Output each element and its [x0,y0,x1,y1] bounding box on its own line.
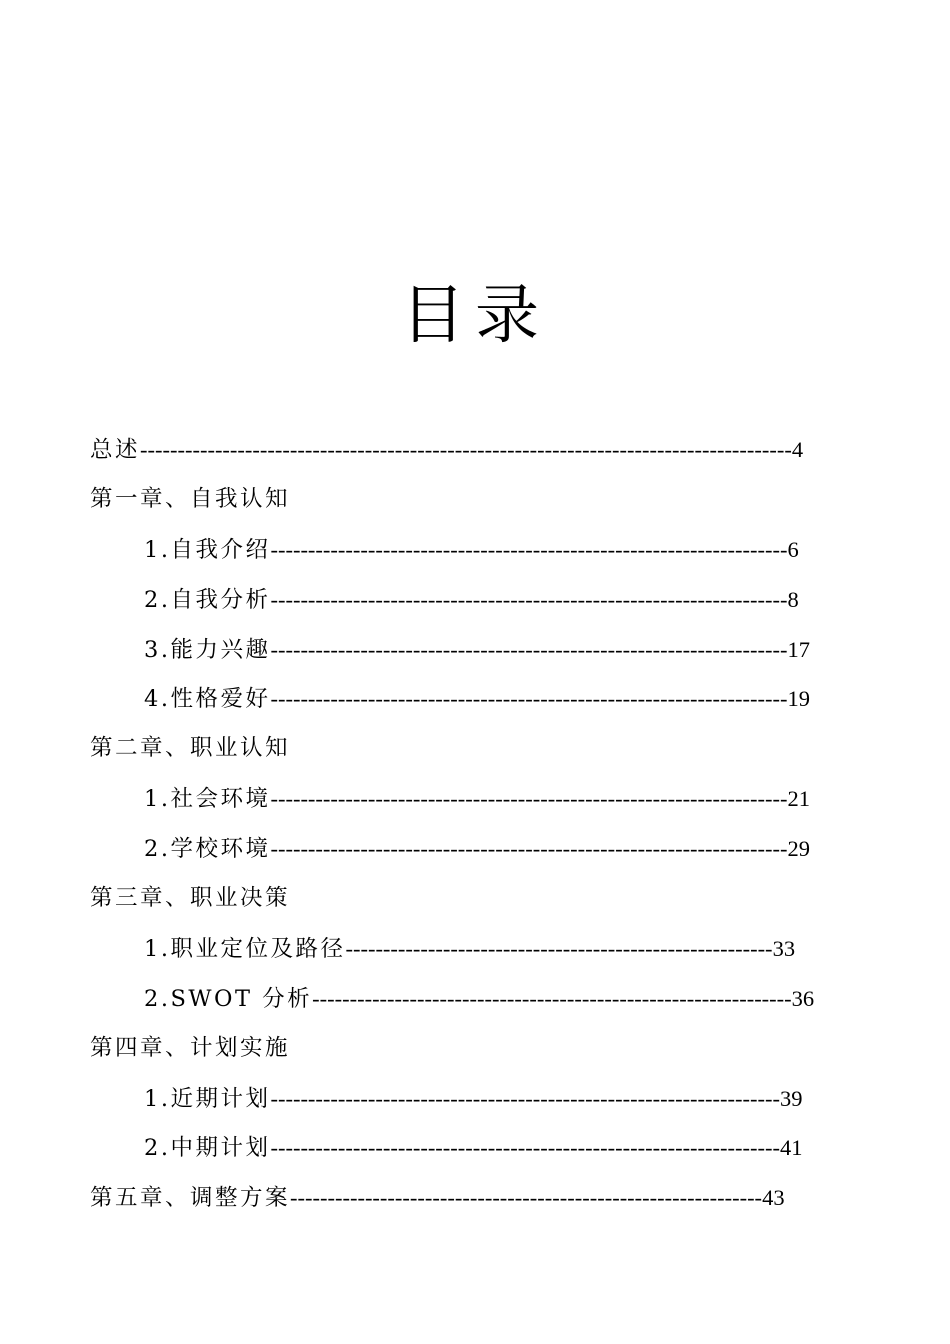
toc-chapter-entry[interactable] [90,724,830,774]
toc-dot-leader: --------------------------------------------------------------------- [270,836,788,862]
toc-page-number: 33 [772,935,796,961]
toc-page-number: 21 [787,786,810,812]
toc-entry-label: 3.能力兴趣 [144,636,271,663]
toc-dot-leader: --------------------------------------------------------------------------------------- [140,437,792,462]
toc-dot-leader: ---------------------------------------------------------------- [312,985,792,1011]
toc-dot-leader: --------------------------------------------------------- [345,935,773,961]
toc-entry-label: 第四章、计划实施 [90,1034,291,1061]
toc-page-number: 17 [787,636,810,662]
toc-entry-label: 2.SWOT 分析 [144,985,313,1012]
toc-entry-label: 2.中期计划 [144,1135,271,1162]
toc-section-entry[interactable] [90,824,830,874]
toc-dot-leader: -------------------------------------------------------------------- [270,1135,780,1161]
toc-section-entry[interactable] [90,525,830,575]
toc-page-number: 43 [762,1185,785,1211]
toc-page-number: 8 [787,586,799,612]
toc-page-number: 29 [787,836,810,862]
toc-entry-label: 第一章、自我认知 [90,485,291,512]
toc-chapter-entry[interactable] [90,874,830,924]
toc-dot-leader: --------------------------------------------------------------------- [270,586,788,612]
toc-page-number: 41 [779,1135,803,1161]
toc-entry-label: 1.职业定位及路径 [144,935,346,962]
toc-section-entry[interactable] [90,1074,830,1124]
toc-chapter-entry[interactable] [90,475,830,525]
toc-entry-label: 1.自我介绍 [144,536,271,563]
toc-page-number: 19 [787,686,810,712]
toc-section-entry[interactable] [90,924,830,974]
toc-section-entry[interactable] [90,575,830,625]
toc-entry-label: 第三章、职业决策 [90,885,291,912]
toc-chapter-entry[interactable] [90,425,830,475]
page-title: 目录 [401,279,549,353]
toc-dot-leader: -------------------------------------------------------------------- [270,1085,780,1111]
toc-page-number: 39 [779,1085,803,1111]
toc-entry-label: 1.社会环境 [144,786,271,813]
toc-section-entry[interactable] [90,774,830,824]
toc-section-entry[interactable] [90,1123,830,1173]
toc-section-entry[interactable] [90,674,830,724]
toc-dot-leader: --------------------------------------------------------------------- [270,636,788,662]
toc-entry-label: 2.学校环境 [144,836,271,863]
toc-entry-label: 2.自我分析 [144,586,271,613]
toc-entry-label: 1.近期计划 [144,1085,271,1112]
toc-dot-leader: --------------------------------------------------------------- [290,1185,763,1211]
table-of-contents [90,425,830,1223]
toc-section-entry[interactable] [90,625,830,675]
toc-dot-leader: --------------------------------------------------------------------- [270,536,788,562]
toc-page-number: 6 [787,536,799,562]
toc-dot-leader: --------------------------------------------------------------------- [270,786,788,812]
toc-dot-leader: --------------------------------------------------------------------- [270,686,788,712]
toc-page-number: 36 [791,985,815,1011]
toc-entry-label: 总述 [90,437,141,463]
toc-page-number: 4 [791,437,804,462]
toc-entry-label: 4.性格爱好 [144,686,271,713]
toc-chapter-entry[interactable] [90,1173,830,1223]
toc-chapter-entry[interactable] [90,1024,830,1074]
toc-section-entry[interactable] [90,974,830,1024]
toc-entry-label: 第五章、调整方案 [90,1185,291,1212]
toc-entry-label: 第二章、职业认知 [90,735,291,762]
